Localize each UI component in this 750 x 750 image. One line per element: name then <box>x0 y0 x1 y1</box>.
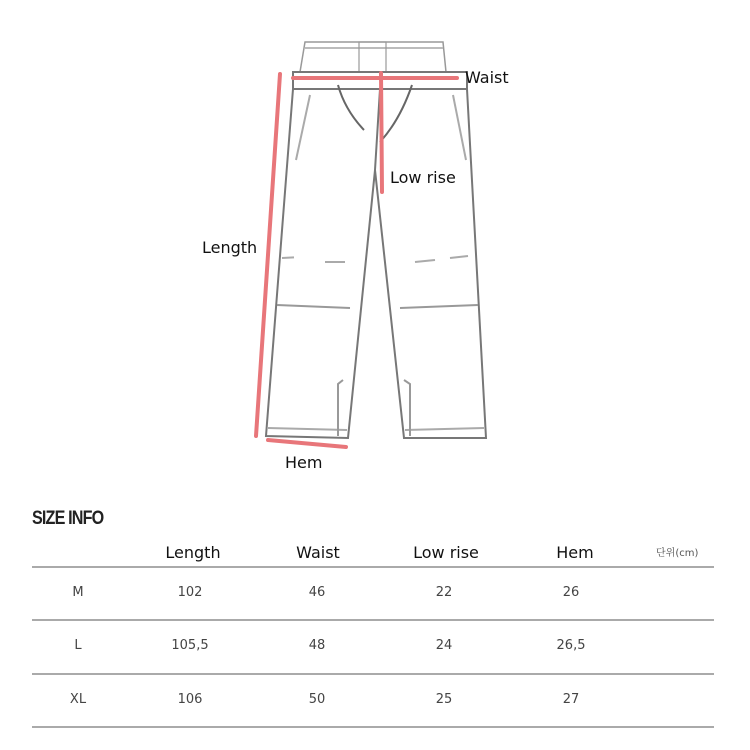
length-measure-line <box>256 74 280 436</box>
header-hem: Hem <box>556 543 594 562</box>
low-rise-cell: 25 <box>435 692 453 707</box>
low-rise-measure-line <box>381 73 382 192</box>
table-divider <box>32 673 714 675</box>
hem-label: Hem <box>285 453 323 472</box>
unit-label: 단위(cm) <box>656 548 699 559</box>
header-length: Length <box>165 543 221 562</box>
size-info-title: SIZE INFO <box>32 508 104 529</box>
waist-label: Waist <box>465 68 509 87</box>
waist-cell: 46 <box>308 585 326 600</box>
waist-cell: 48 <box>308 638 326 653</box>
hem-cell: 27 <box>562 692 580 707</box>
waist-cell: 50 <box>308 692 326 707</box>
length-label: Length <box>202 238 258 257</box>
table-divider <box>32 726 714 728</box>
hem-cell: 26,5 <box>556 638 586 653</box>
pants-outline <box>266 42 486 438</box>
length-cell: 102 <box>177 585 203 600</box>
header-low-rise: Low rise <box>413 543 479 562</box>
size-cell: M <box>72 585 84 600</box>
hem-cell: 26 <box>562 585 580 600</box>
table-divider <box>32 619 714 621</box>
hem-measure-line <box>268 440 346 447</box>
length-cell: 105,5 <box>171 638 209 653</box>
length-cell: 106 <box>177 692 203 707</box>
table-divider <box>32 566 714 568</box>
low-rise-cell: 24 <box>435 638 453 653</box>
low-rise-label: Low rise <box>390 168 456 187</box>
low-rise-cell: 22 <box>435 585 453 600</box>
size-cell: XL <box>69 692 87 707</box>
size-cell: L <box>74 638 82 653</box>
header-waist: Waist <box>296 543 340 562</box>
